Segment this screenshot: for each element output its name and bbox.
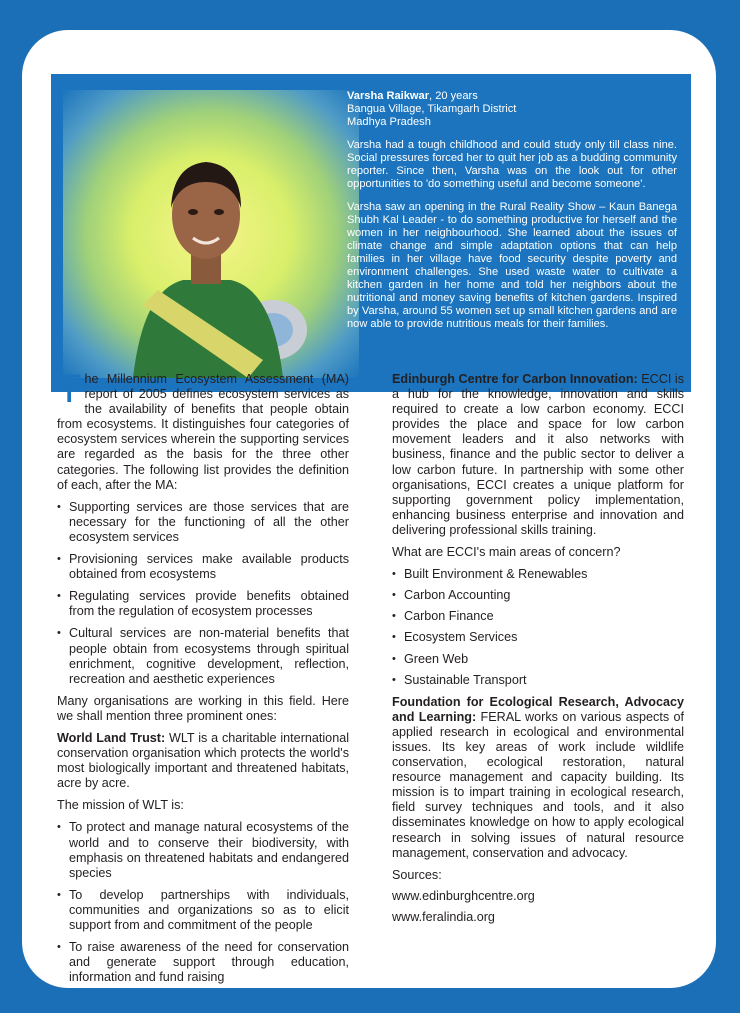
profile-paragraph-2: Varsha saw an opening in the Rural Reality Show – Kaun Banega Shubh Kal Leader - to do something productive for herself and the women in her neighbourhood. She learned about the issues of climate change and simple adaptation options that can help families in her village have food security despite poverty and environment challenges. She used waste water to cultivate a kitchen garden in her home and told her neighbors about the nutritional and money saving benefits of kitchen gardens. Inspired by Varsha, around 55 women set up small kitchen gardens and are now able to provide nutritious meals for their families. (347, 201, 677, 330)
list-item: • Regulating services provide benefits obtained from the regulation of ecosystem processes (57, 589, 349, 619)
profile-age: , 20 years (429, 90, 478, 102)
list-item: • To protect and manage natural ecosystems of the world and to conserve their biodiversity, with emphasis on threatened habitats and endangered species (57, 820, 349, 880)
ecci-paragraph (392, 372, 684, 538)
intro-paragraph (57, 367, 349, 493)
ecci-areas-list (392, 567, 684, 688)
list-item: • Built Environment & Renewables (392, 567, 684, 582)
profile-paragraph-1: Varsha had a tough childhood and could study only till class nine. Social pressures forced her to quit her job as a budding community reporter. Since then, Varsha was on the look out for other opportunities to 'do something useful and become someone'. (347, 139, 677, 190)
wlt-mission-list (57, 820, 349, 985)
feral-heading: Foundation for Ecological Research, Advocacy and Learning: (392, 694, 684, 724)
drop-cap: T (57, 367, 82, 411)
list-item: • Cultural services are non-material benefits that people obtain from ecosystems through spiritual enrichment, cognitive development, reflection, recreation and aesthetic experiences (57, 626, 349, 686)
profile-text (347, 90, 677, 341)
wlt-text: WLT is a charitable international conservation organisation which protects the world's most biologically important and threatened habitats, acre by acre. (57, 730, 349, 791)
wlt-mission-heading: The mission of WLT is: (57, 798, 184, 813)
portrait-photo (63, 90, 359, 378)
profile-name: Varsha Raikwar (347, 90, 430, 102)
ecci-heading: Edinburgh Centre for Carbon Innovation: (392, 372, 638, 386)
organisations-paragraph: Many organisations are working in this field. Here we shall mention three prominent ones: (57, 693, 349, 723)
source-link-feral[interactable]: www.feralindia.org (392, 909, 495, 924)
ecosystem-services-list (57, 500, 349, 687)
wlt-heading: World Land Trust: (57, 730, 166, 745)
source-link-edinburgh[interactable]: www.edinburghcentre.org (392, 888, 535, 903)
list-item: • Green Web (392, 652, 684, 667)
profile-header (347, 90, 677, 129)
list-item: • Carbon Accounting (392, 588, 684, 603)
right-column (392, 372, 684, 931)
wlt-paragraph (57, 731, 349, 791)
feral-text: FERAL works on various aspects of applied research in ecological and environmental issues. Its key areas of work include wildlife conservation, ecological restoration, natural resource management and capacity building. Its mission is to impart training in ecological research, field survey techniques and tools, and it also disseminates knowledge on how to apply ecological research in solving issues of natural resource management, conservation and advocacy. (392, 709, 685, 860)
list-item: • Sustainable Transport (392, 673, 684, 688)
profile-location-village: Bangua Village, Tikamgarh District (347, 103, 517, 115)
page (22, 30, 716, 988)
sources-label: Sources: (392, 867, 442, 882)
ecci-text: ECCI is a hub for the knowledge, innovation and skills required to create a low carbon economy. ECCI provides the place and space for low carbon movement leaders and it also networks with business, finance and the public sector to deliver a low carbon future. In partnership with some other organisations, ECCI creates a unique platform for supporting government policy implementation, enhancing business enterprise and innovation and delivering professional skills training. (392, 372, 684, 537)
ecci-question: What are ECCI's main areas of concern? (392, 545, 621, 560)
portrait-illustration (63, 90, 359, 378)
profile-panel (51, 74, 691, 392)
intro-text: he Millennium Ecosystem Assessment (MA) report of 2005 defines ecosystem services as the availability of benefits that people obtain from ecosystems. It distinguishes four categories of ecosystem services wherein the supporting services are regarded as the basis for the three other categories. The following list provides the definition of each, after the MA: (57, 372, 349, 492)
list-item: • To raise awareness of the need for conservation and generate support through education, information and fund raising (57, 940, 349, 985)
list-item: • Provisioning services make available products obtained from ecosystems (57, 552, 349, 582)
left-column (57, 367, 349, 988)
list-item: • Supporting services are those services that are necessary for the functioning of all the other ecosystem services (57, 500, 349, 545)
list-item: • Ecosystem Services (392, 630, 684, 645)
list-item: • To develop partnerships with individuals, communities and organizations so as to elicit support from and commitment of the people (57, 888, 349, 933)
profile-location-state: Madhya Pradesh (347, 116, 431, 128)
list-item: • Carbon Finance (392, 609, 684, 624)
feral-paragraph (392, 695, 684, 861)
